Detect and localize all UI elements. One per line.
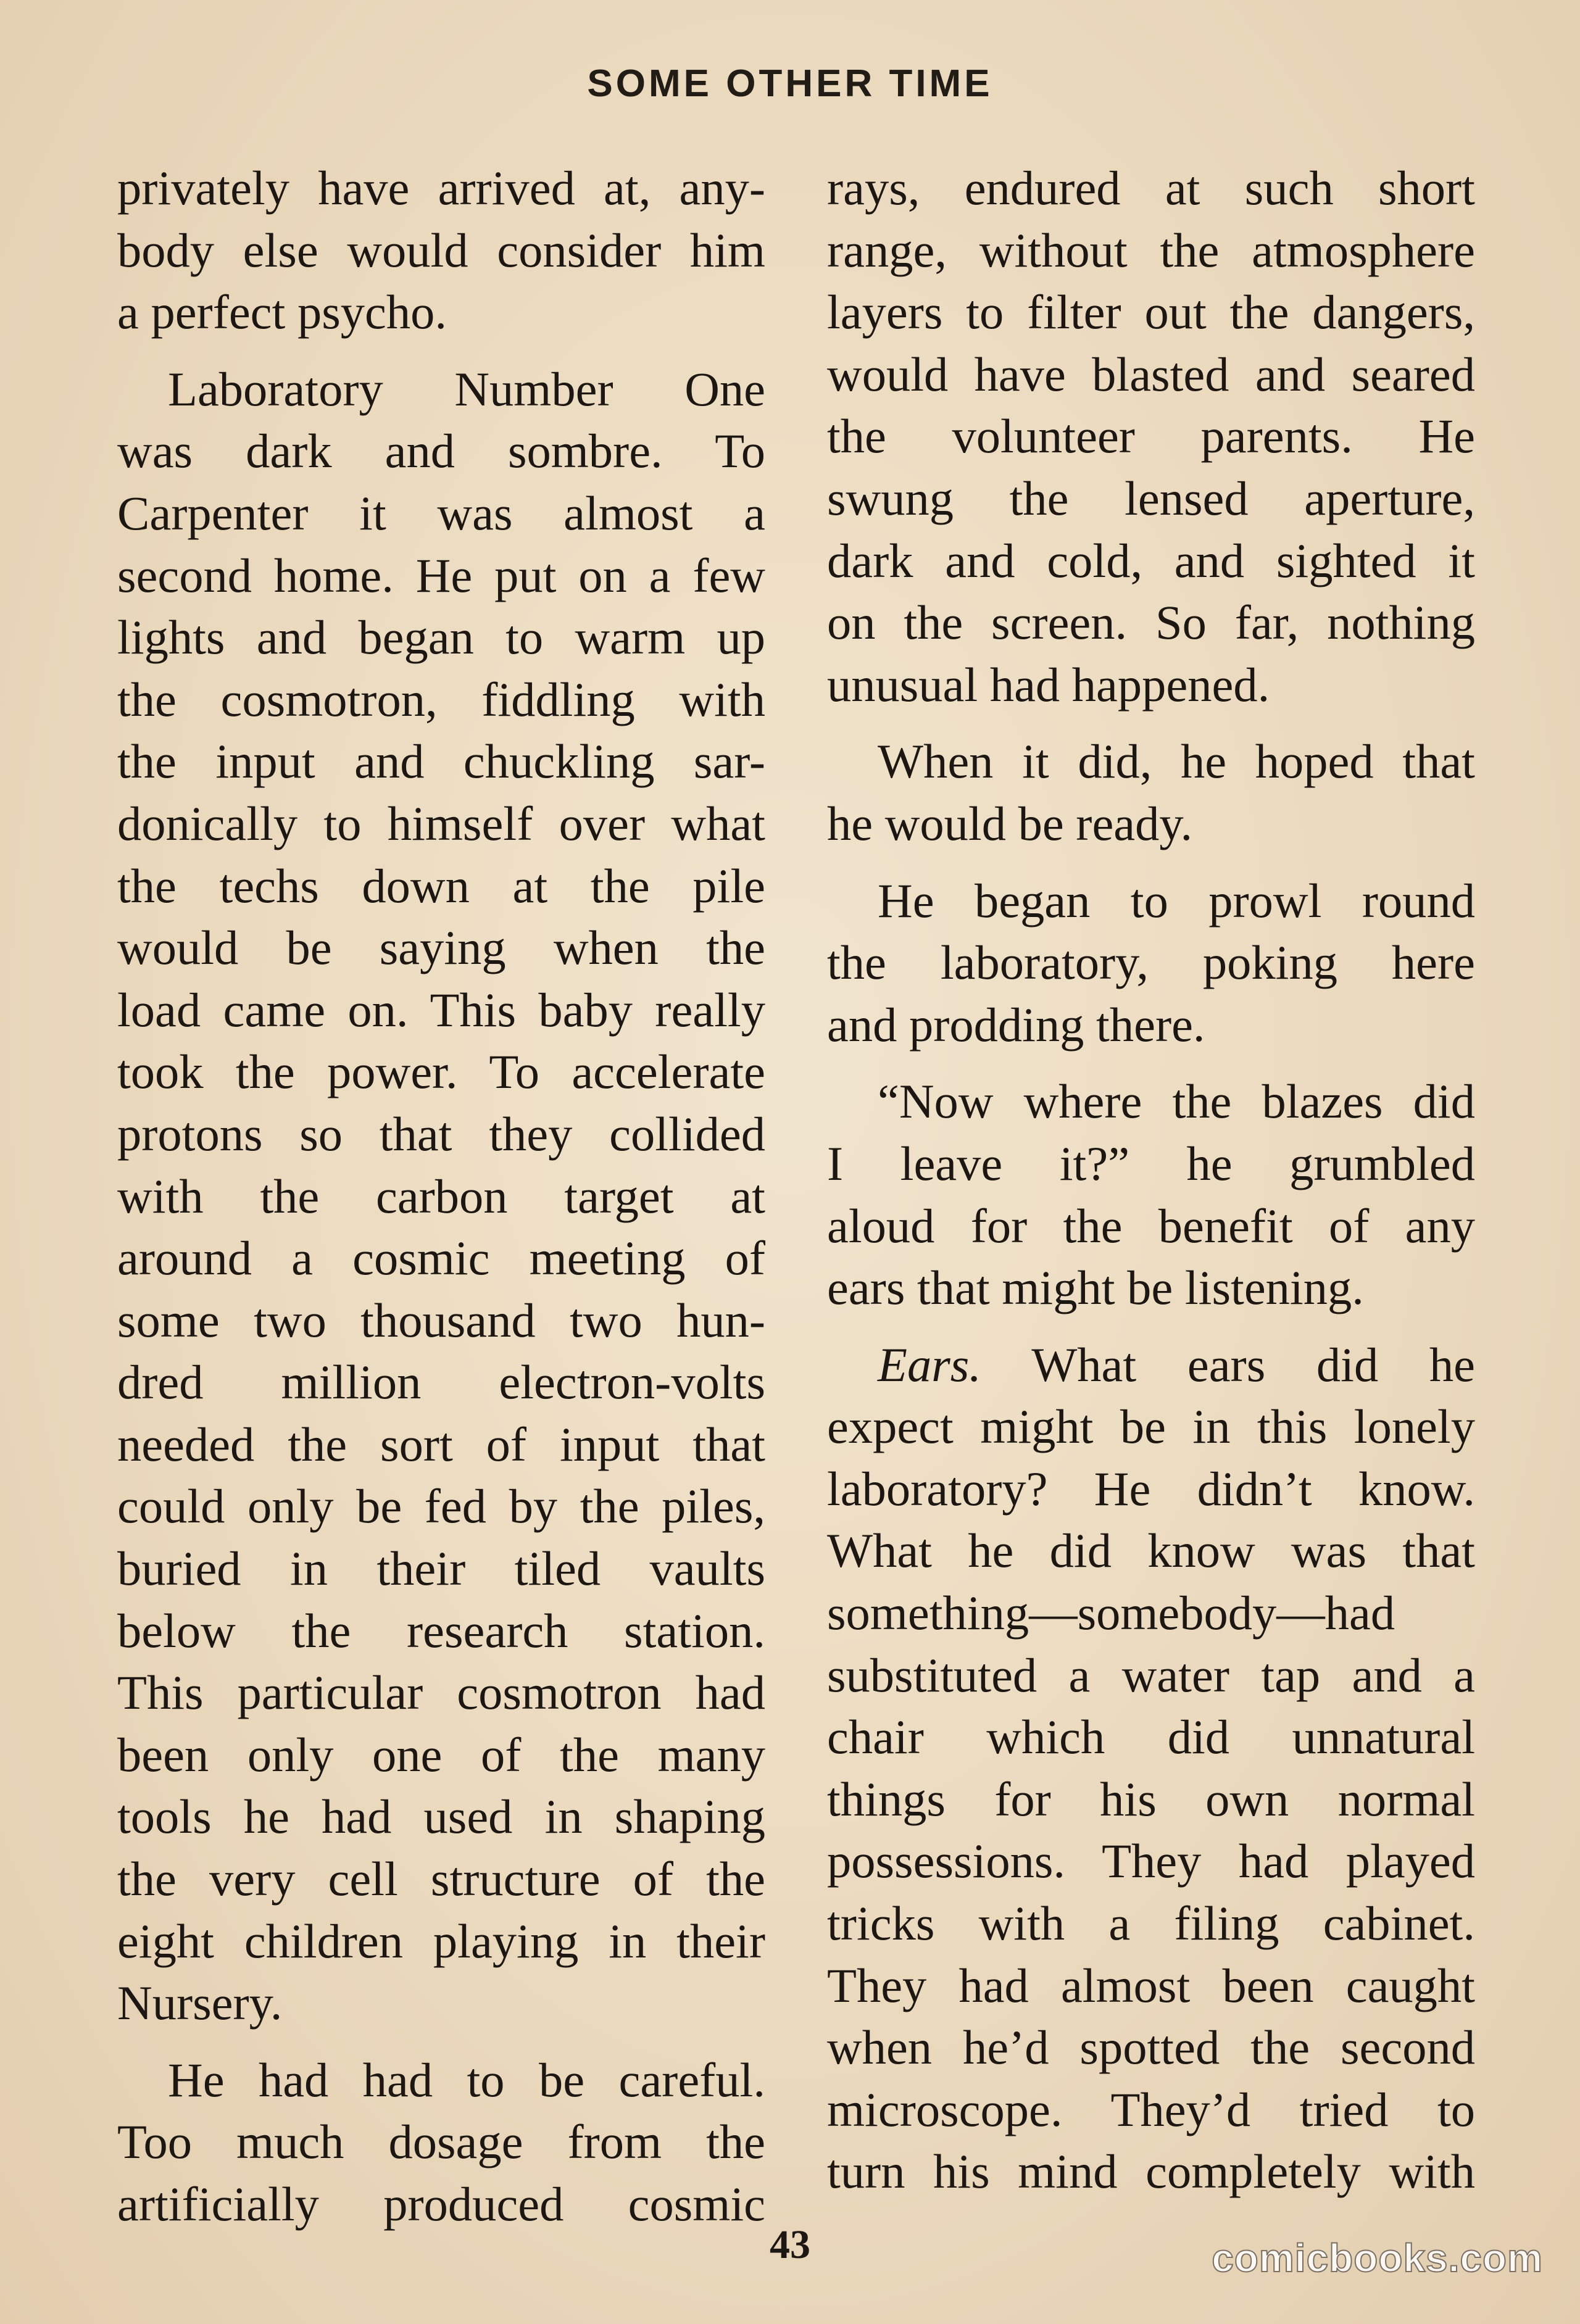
text-line xyxy=(827,1257,1475,1319)
line-text: protons so that they collided xyxy=(117,1106,765,1161)
paragraph xyxy=(827,157,1475,716)
line-text: layers to filter out the dangers, xyxy=(827,285,1475,339)
text-line xyxy=(117,420,765,483)
line-text: Nursery. xyxy=(117,1976,283,2030)
line-text: When it did, he hoped that xyxy=(878,734,1475,789)
line-text: a perfect psycho. xyxy=(117,285,447,339)
text-line xyxy=(117,731,765,793)
right-column xyxy=(827,157,1475,2203)
line-text: the very cell structure of the xyxy=(117,1852,765,1906)
text-line xyxy=(827,2079,1475,2141)
text-line xyxy=(827,1458,1475,1521)
line-text: second home. He put on a few xyxy=(117,548,765,602)
line-text: dark and cold, and sighted it xyxy=(827,533,1475,587)
text-line xyxy=(827,994,1475,1056)
text-line xyxy=(827,870,1475,932)
text-line xyxy=(827,530,1475,592)
line-text: I leave it?” he grumbled xyxy=(827,1136,1475,1190)
line-text: What ears did he xyxy=(981,1337,1475,1392)
text-line xyxy=(827,592,1475,654)
line-text: rays, endured at such short xyxy=(827,161,1475,215)
line-text: tools he had used in shaping xyxy=(117,1790,765,1844)
line-text: substituted a water tap and a xyxy=(827,1648,1475,1702)
running-head: SOME OTHER TIME xyxy=(587,62,993,105)
text-line xyxy=(827,1706,1475,1769)
text-line xyxy=(117,1724,765,1787)
line-text: privately have arrived at, any- xyxy=(117,161,765,215)
line-text: been only one of the many xyxy=(117,1727,765,1782)
text-line xyxy=(827,731,1475,793)
text-line xyxy=(827,1645,1475,1707)
emphasis-text: Ears. xyxy=(878,1337,981,1392)
line-text: dred million electron-volts xyxy=(117,1355,765,1409)
line-text: some two thousand two hun- xyxy=(117,1293,765,1347)
line-text: eight children playing in their xyxy=(117,1914,765,1968)
line-text: below the research station. xyxy=(117,1603,765,1658)
line-text: he would be ready. xyxy=(827,796,1193,850)
line-text: possessions. They had played xyxy=(827,1834,1475,1888)
text-line xyxy=(117,1103,765,1166)
line-text: unusual had happened. xyxy=(827,657,1270,712)
text-line xyxy=(827,281,1475,344)
paragraph xyxy=(117,359,765,2035)
text-line xyxy=(117,359,765,421)
line-text: when he’d spotted the second xyxy=(827,2020,1475,2075)
text-line xyxy=(827,1955,1475,2017)
text-line xyxy=(117,281,765,344)
line-text: something—somebody—had xyxy=(827,1586,1395,1640)
text-line xyxy=(117,2049,765,2112)
text-line xyxy=(827,220,1475,282)
line-text: chair which did unnatural xyxy=(827,1710,1475,1764)
text-line xyxy=(117,1351,765,1414)
left-column xyxy=(117,157,765,2236)
text-line xyxy=(117,1041,765,1103)
text-line xyxy=(117,917,765,979)
text-line xyxy=(117,1972,765,2035)
paragraph xyxy=(117,2049,765,2236)
paragraph xyxy=(117,157,765,344)
text-line xyxy=(827,2141,1475,2203)
line-text: artificially produced cosmic xyxy=(117,2177,765,2231)
text-line xyxy=(827,405,1475,468)
line-text: They had almost been caught xyxy=(827,1958,1475,2012)
line-text: What he did know was that xyxy=(827,1524,1475,1578)
line-text: body else would consider him xyxy=(117,223,765,277)
text-line xyxy=(117,1475,765,1538)
text-line xyxy=(827,1893,1475,1955)
page-number: 43 xyxy=(770,2222,810,2267)
text-line xyxy=(117,2111,765,2173)
text-line xyxy=(827,1582,1475,1645)
line-text: He began to prowl round xyxy=(878,873,1475,928)
text-line xyxy=(117,1227,765,1290)
line-text: expect might be in this lonely xyxy=(827,1400,1475,1454)
text-line xyxy=(827,1396,1475,1458)
text-line xyxy=(117,669,765,731)
text-line xyxy=(117,979,765,1042)
line-text: swung the lensed aperture, xyxy=(827,471,1475,525)
line-text: turn his mind completely with xyxy=(827,2144,1475,2199)
text-line xyxy=(827,1830,1475,1893)
line-text: load came on. This baby really xyxy=(117,982,765,1037)
text-line xyxy=(117,157,765,220)
line-text: Too much dosage from the xyxy=(117,2115,765,2169)
text-line xyxy=(117,1662,765,1724)
line-text: took the power. To accelerate xyxy=(117,1045,765,1099)
text-line xyxy=(117,1290,765,1352)
line-text: with the carbon target at xyxy=(117,1169,765,1223)
line-text: the volunteer parents. He xyxy=(827,409,1475,463)
line-text: could only be fed by the piles, xyxy=(117,1479,765,1533)
line-text: needed the sort of input that xyxy=(117,1417,765,1471)
line-text: the laboratory, poking here xyxy=(827,936,1475,990)
text-line xyxy=(117,545,765,607)
line-text: laboratory? He didn’t know. xyxy=(827,1461,1475,1516)
text-line xyxy=(117,855,765,918)
line-text: ears that might be listening. xyxy=(827,1261,1364,1315)
watermark-logo: comicbooks.com xyxy=(1212,2236,1543,2280)
paragraph xyxy=(827,1334,1475,2203)
line-text: was dark and sombre. To xyxy=(117,424,765,478)
text-line xyxy=(827,1334,1475,1396)
text-line xyxy=(827,468,1475,530)
text-line xyxy=(117,1786,765,1848)
line-text: the input and chuckling sar- xyxy=(117,734,765,789)
line-text: Carpenter it was almost a xyxy=(117,486,765,540)
line-text: lights and began to warm up xyxy=(117,610,765,665)
line-text: things for his own normal xyxy=(827,1772,1475,1826)
line-text: tricks with a filing cabinet. xyxy=(827,1896,1475,1951)
text-line xyxy=(827,932,1475,994)
text-line xyxy=(117,1600,765,1662)
line-text: around a cosmic meeting of xyxy=(117,1231,765,1285)
line-text: on the screen. So far, nothing xyxy=(827,596,1475,650)
line-text: Laboratory Number One xyxy=(168,362,765,416)
line-text: aloud for the benefit of any xyxy=(827,1198,1475,1253)
text-line xyxy=(117,1414,765,1476)
text-line xyxy=(827,2017,1475,2079)
text-line xyxy=(827,1071,1475,1133)
line-text: microscope. They’d tried to xyxy=(827,2082,1475,2136)
paragraph xyxy=(827,731,1475,855)
paragraph xyxy=(827,870,1475,1056)
text-line xyxy=(827,1769,1475,1831)
line-text: would have blasted and seared xyxy=(827,347,1475,401)
text-line xyxy=(827,1195,1475,1258)
text-line xyxy=(827,1133,1475,1195)
text-line xyxy=(117,793,765,855)
text-line xyxy=(117,483,765,545)
line-text: “Now where the blazes did xyxy=(878,1074,1475,1129)
text-line xyxy=(827,157,1475,220)
text-line xyxy=(117,1166,765,1228)
text-line xyxy=(117,1911,765,1973)
line-text: buried in their tiled vaults xyxy=(117,1542,765,1596)
text-line xyxy=(827,1520,1475,1582)
text-line xyxy=(117,220,765,282)
line-text: He had had to be careful. xyxy=(168,2052,765,2107)
text-line xyxy=(827,344,1475,406)
line-text: the cosmotron, fiddling with xyxy=(117,672,765,726)
line-text: donically to himself over what xyxy=(117,796,765,850)
text-line xyxy=(827,654,1475,716)
line-text: This particular cosmotron had xyxy=(117,1666,765,1720)
text-line xyxy=(117,607,765,669)
line-text: the techs down at the pile xyxy=(117,858,765,913)
line-text: would be saying when the xyxy=(117,921,765,975)
text-line xyxy=(117,1848,765,1911)
text-line xyxy=(117,1538,765,1600)
line-text: and prodding there. xyxy=(827,997,1205,1052)
line-text: range, without the atmosphere xyxy=(827,223,1475,277)
text-line xyxy=(827,793,1475,855)
paragraph xyxy=(827,1071,1475,1319)
